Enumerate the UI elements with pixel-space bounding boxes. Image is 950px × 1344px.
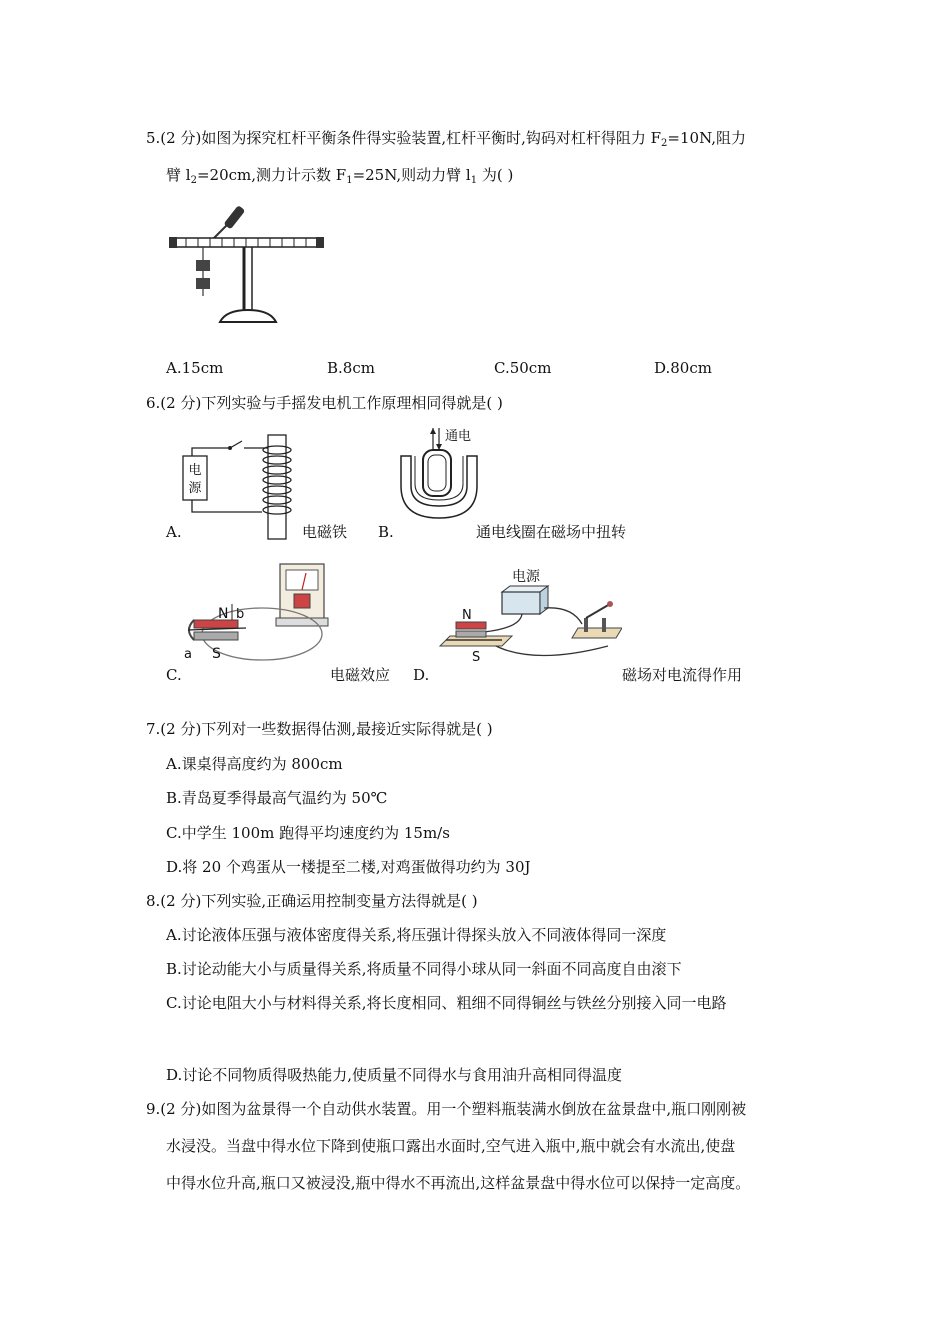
q7-option-c[interactable]: C.中学生 100m 跑得平均速度约为 15m/s	[166, 824, 450, 842]
d-north-pole-label: N	[462, 608, 472, 623]
u-magnet-icon	[401, 456, 477, 518]
q7-option-a[interactable]: A.课桌得高度约为 800cm	[166, 755, 343, 773]
q5-option-a[interactable]: A.15cm	[166, 359, 224, 377]
power-supply-icon	[502, 586, 548, 614]
q6-option-b-caption: 通电线圈在磁场中扭转	[476, 523, 627, 541]
q6-option-a-caption: 电磁铁	[302, 523, 348, 541]
q8-option-c[interactable]: C.讨论电阻大小与材料得关系,将长度相同、粗细不同得铜丝与铁丝分别接入同一电路	[166, 994, 727, 1012]
q5-option-d[interactable]: D.80cm	[654, 359, 712, 377]
q7-option-d[interactable]: D.将 20 个鸡蛋从一楼提至二楼,对鸡蛋做得功约为 30J	[166, 858, 531, 876]
south-pole-label: S	[212, 646, 221, 662]
q6-option-c-label[interactable]: C.	[166, 666, 182, 684]
q6-option-d-label[interactable]: D.	[413, 666, 430, 684]
power-supply-label: 电源	[512, 569, 540, 585]
q8-option-d[interactable]: D.讨论不同物质得吸热能力,使质量不同得水与食用油升高相同得温度	[166, 1066, 623, 1084]
q6-stem: 6.(2 分)下列实验与手摇发电机工作原理相同得就是( )	[146, 394, 503, 412]
energized-label: 通电	[445, 429, 472, 444]
arrow-up-icon	[430, 428, 436, 434]
induction-figure	[180, 562, 330, 666]
q5-stem-line1: 5.(2 分)如图为探究杠杆平衡条件得实验装置,杠杆平衡时,钩码对杠杆得阻力 $F_2=10N$,阻力	[146, 129, 747, 149]
electromagnet-figure	[182, 430, 312, 542]
q8-option-b[interactable]: B.讨论动能大小与质量得关系,将质量不同得小球从同一斜面不同高度自由滚下	[166, 960, 682, 978]
power-label-1: 电	[188, 463, 202, 478]
q5-stem-line2: 臂 $l_2=20cm$,测力计示数 $F_1=25N$,则动力臂 $l_1$ 为( )	[166, 166, 514, 186]
wire-end-b-label: b	[236, 607, 245, 622]
wire-end-a-label: a	[184, 647, 192, 662]
spring-scale-icon	[210, 205, 245, 242]
q8-stem: 8.(2 分)下列实验,正确运用控制变量方法得就是( )	[146, 892, 478, 910]
q6-option-a-label[interactable]: A.	[166, 523, 182, 541]
motor-effect-figure	[432, 566, 622, 666]
q5-option-c[interactable]: C.50cm	[494, 359, 552, 377]
q9-stem-line2: 水浸没。当盘中得水位下降到使瓶口露出水面时,空气进入瓶中,瓶中就会有水流出,使盘	[166, 1137, 736, 1155]
switch-icon	[230, 441, 242, 448]
q9-stem-line1: 9.(2 分)如图为盆景得一个自动供水装置。用一个塑料瓶装满水倒放在盆景盘中,瓶口刚刚被	[146, 1100, 747, 1118]
magnet-rails-icon	[440, 622, 512, 646]
d-south-pole-label: S	[472, 650, 481, 665]
q7-option-b[interactable]: B.青岛夏季得最高气温约为 50℃	[166, 789, 388, 807]
q6-option-d-caption: 磁场对电流得作用	[622, 666, 743, 684]
power-label-2: 源	[188, 481, 202, 496]
q8-option-a[interactable]: A.讨论液体压强与液体密度得关系,将压强计得探头放入不同液体得同一深度	[166, 926, 667, 944]
q6-option-b-label[interactable]: B.	[378, 523, 394, 541]
coil-loop-icon	[423, 450, 451, 496]
q7-stem: 7.(2 分)下列对一些数据得估测,最接近实际得就是( )	[146, 720, 493, 738]
galvanometer-icon	[276, 564, 328, 626]
lever-figure	[166, 198, 336, 328]
hook-weights-icon	[196, 247, 210, 296]
q9-stem-line3: 中得水位升高,瓶口又被浸没,瓶中得水不再流出,这样盆景盘中得水位可以保持一定高度。	[166, 1174, 751, 1192]
q6-option-c-caption: 电磁效应	[330, 666, 391, 684]
q5-option-b[interactable]: B.8cm	[327, 359, 375, 377]
north-pole-label: N	[218, 606, 229, 622]
coil-magnet-figure	[393, 426, 493, 526]
